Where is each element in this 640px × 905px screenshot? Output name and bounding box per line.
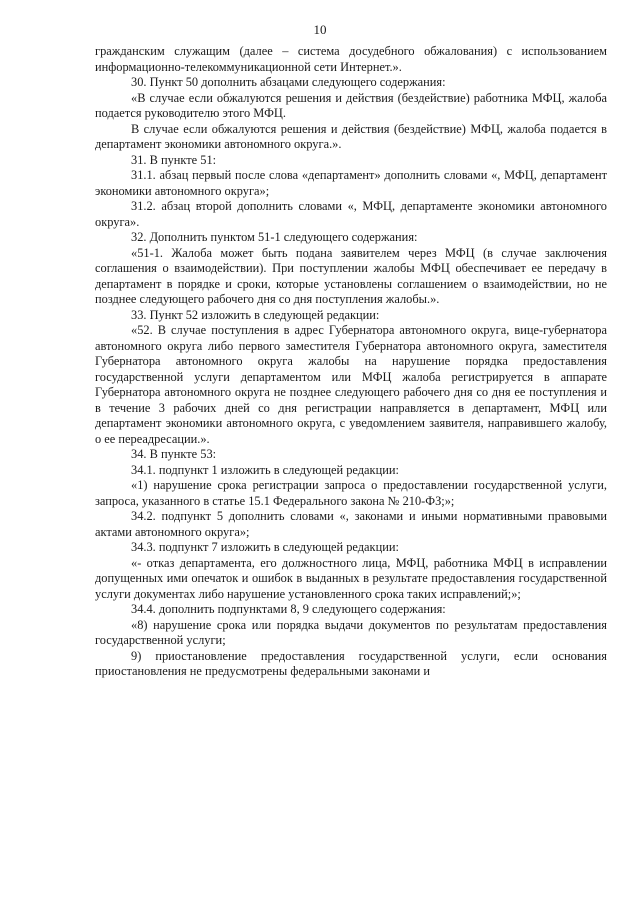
paragraph: 32. Дополнить пунктом 51-1 следующего содержания: [131,230,418,244]
paragraph: «В случае если обжалуются решения и действия (бездействие) работника МФЦ, жалоба подается руководителю этого МФЦ. [95,90,607,120]
paragraph: 31.1. абзац первый после слова «департамент» дополнить словами «, МФЦ, департамент экономики автономного округа»; [95,168,607,198]
page-number: 10 [313,22,327,37]
paragraph: 30. Пункт 50 дополнить абзацами следующего содержания: [131,75,446,89]
paragraph: 31. В пункте 51: [131,152,217,167]
paragraph: «- отказ департамента, его должностного лица, МФЦ, работника МФЦ в исправлении допущенных ими опечаток и ошибок в выданных в результате предоставления государственной услуги документах либо нарушение установленного срока таких исправлений;»; [95,555,607,601]
paragraph: «52. В случае поступления в адрес Губернатора автономного округа, вице-губернатора автономного округа либо первого заместителя Губернатора автономного округа, заместителя Губернатора автономного округа жалобы на нарушение порядка предоставления государственной услуги департаментом или МФЦ жалоба регистрируется в аппарате Губернатора автономного округа не позднее следующего рабочего дня со дня ее поступления и в течение 3 рабочих дней со дня регистрации направляется в департамент, МФЦ или департамент экономики автономного округа, с уведомлением заявителя, направившего жалобу, о ее переадресации.». [95,323,607,446]
paragraph: 33. Пункт 52 изложить в следующей редакции: [131,307,380,322]
document-body [95,44,607,680]
paragraph: 9) приостановление предоставления государственной услуги, если основания приостановления не предусмотрены федеральными законами и [95,648,607,678]
paragraph: 34.3. подпункт 7 изложить в следующей редакции: [131,540,399,554]
paragraph: «51-1. Жалоба может быть подана заявителем через МФЦ (в случае заключения соглашения о взаимодействии). При поступлении жалобы МФЦ обеспечивает ее передачу в департамент в порядке и сроки, которые установлены соглашением о взаимодействии, но не позднее следующего рабочего дня со дня поступления жалобы.». [95,245,607,306]
paragraph: 34.1. подпункт 1 изложить в следующей редакции: [131,462,399,477]
paragraph: «8) нарушение срока или порядка выдачи документов по результатам предоставления государственной услуги; [95,617,607,647]
paragraph: 31.2. абзац второй дополнить словами «, МФЦ, департаменте экономики автономного округа». [95,199,607,229]
paragraph: В случае если обжалуются решения и действия (бездействие) МФЦ, жалоба подается в департамент экономики автономного округа.». [95,121,607,151]
paragraph: «1) нарушение срока регистрации запроса о предоставлении государственной услуги, запроса, указанного в статье 15.1 Федерального закона № 210-ФЗ;»; [95,478,607,508]
paragraph: 34.2. подпункт 5 дополнить словами «, законами и иными нормативными правовыми актами автономного округа»; [95,509,607,539]
paragraph: 34. В пункте 53: [131,447,217,461]
paragraph: гражданским служащим (далее – система досудебного обжалования) с использованием информационно-телекоммуникационной сети Интернет.». [95,44,607,74]
paragraph: 34.4. дополнить подпунктами 8, 9 следующего содержания: [131,602,446,616]
